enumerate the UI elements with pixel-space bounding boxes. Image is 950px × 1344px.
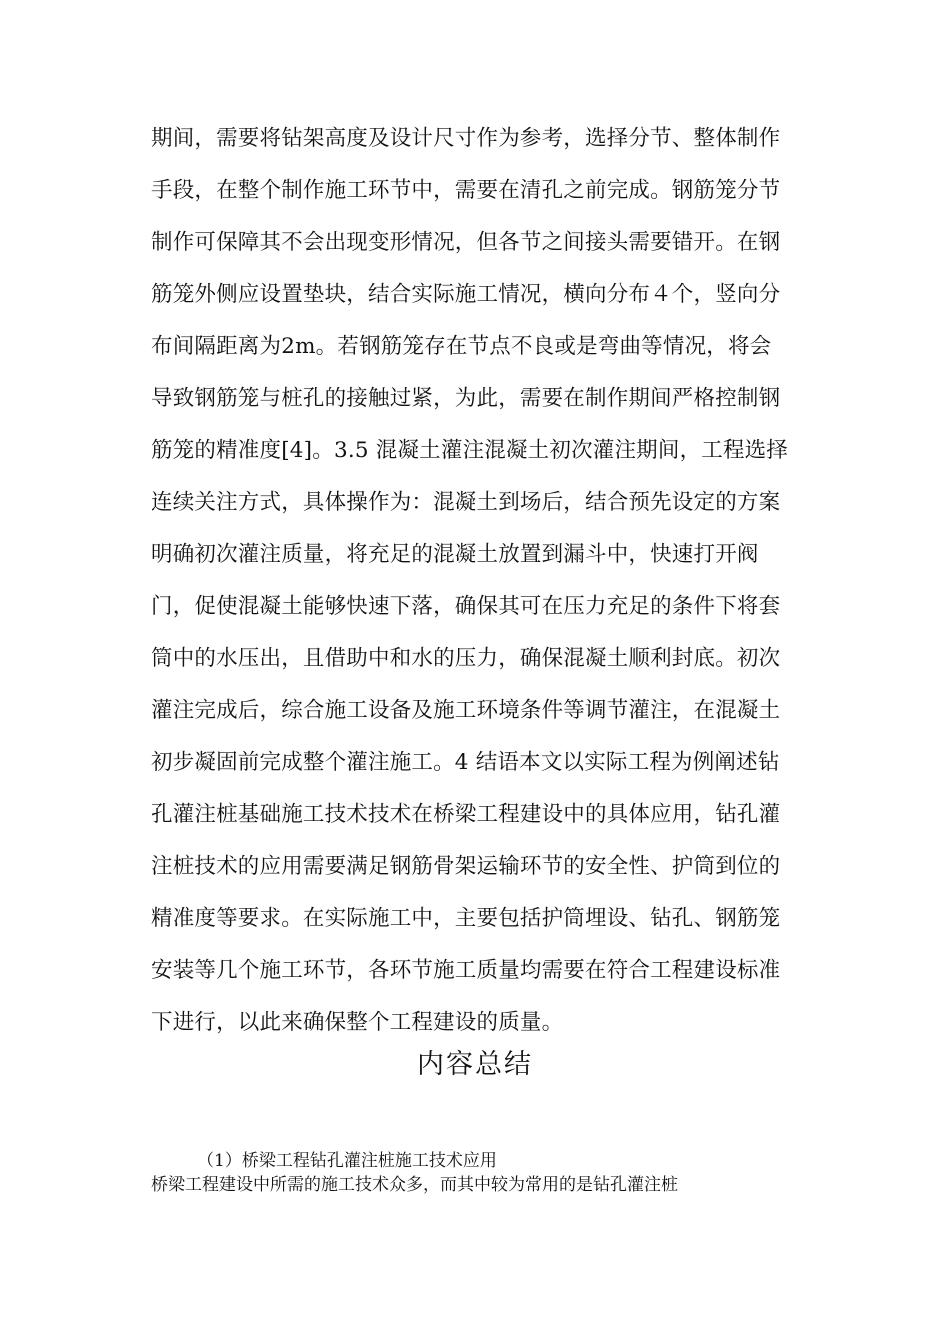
- body-line: 筋笼外侧应设置垫块，结合实际施工情况，横向分布４个，竖向分: [151, 282, 781, 307]
- body-line: 布间隔距离为2m。若钢筋笼存在节点不良或是弯曲等情况，将会: [151, 334, 772, 359]
- body-line: 期间，需要将钻架高度及设计尺寸作为参考，选择分节、整体制作: [151, 126, 781, 151]
- body-line: 门，促使混凝土能够快速下落，确保其可在压力充足的条件下将套: [151, 594, 781, 619]
- body-line: 安装等几个施工环节，各环节施工质量均需要在符合工程建设标准: [151, 958, 781, 983]
- body-line: 注桩技术的应用需要满足钢筋骨架运输环节的安全性、护筒到位的: [151, 854, 781, 879]
- body-line: 筋笼的精准度[4]。3.5 混凝土灌注混凝土初次灌注期间，工程选择: [151, 438, 789, 463]
- body-text: [151, 113, 811, 1049]
- body-line: 下进行，以此来确保整个工程建设的质量。: [151, 1010, 564, 1035]
- body-line: 明确初次灌注质量，将充足的混凝土放置到漏斗中，快速打开阀: [151, 542, 759, 567]
- summary-title: 内容总结: [417, 1049, 533, 1080]
- body-line: 灌注完成后，综合施工设备及施工环境条件等调节灌注，在混凝土: [151, 698, 781, 723]
- body-line: 手段，在整个制作施工环节中，需要在清孔之前完成。钢筋笼分节: [151, 178, 781, 203]
- body-line: 孔灌注桩基础施工技术技术在桥梁工程建设中的具体应用，钻孔灌: [151, 802, 781, 827]
- summary-text: 桥梁工程建设中所需的施工技术众多，而其中较为常用的是钻孔灌注桩: [151, 1175, 678, 1195]
- body-line: 初步凝固前完成整个灌注施工。4 结语本文以实际工程为例阐述钻: [151, 750, 780, 775]
- body-line: 筒中的水压出，且借助中和水的压力，确保混凝土顺利封底。初次: [151, 646, 781, 671]
- body-line: 制作可保障其不会出现变形情况，但各节之间接头需要错开。在钢: [151, 230, 781, 255]
- body-line: 精准度等要求。在实际施工中，主要包括护筒埋设、钻孔、钢筋笼: [151, 906, 781, 931]
- summary-subheading: （1）桥梁工程钻孔灌注桩施工技术应用: [197, 1151, 497, 1171]
- body-line: 连续关注方式，具体操作为：混凝土到场后，结合预先设定的方案: [151, 490, 781, 515]
- body-line: 导致钢筋笼与桩孔的接触过紧，为此，需要在制作期间严格控制钢: [151, 386, 781, 411]
